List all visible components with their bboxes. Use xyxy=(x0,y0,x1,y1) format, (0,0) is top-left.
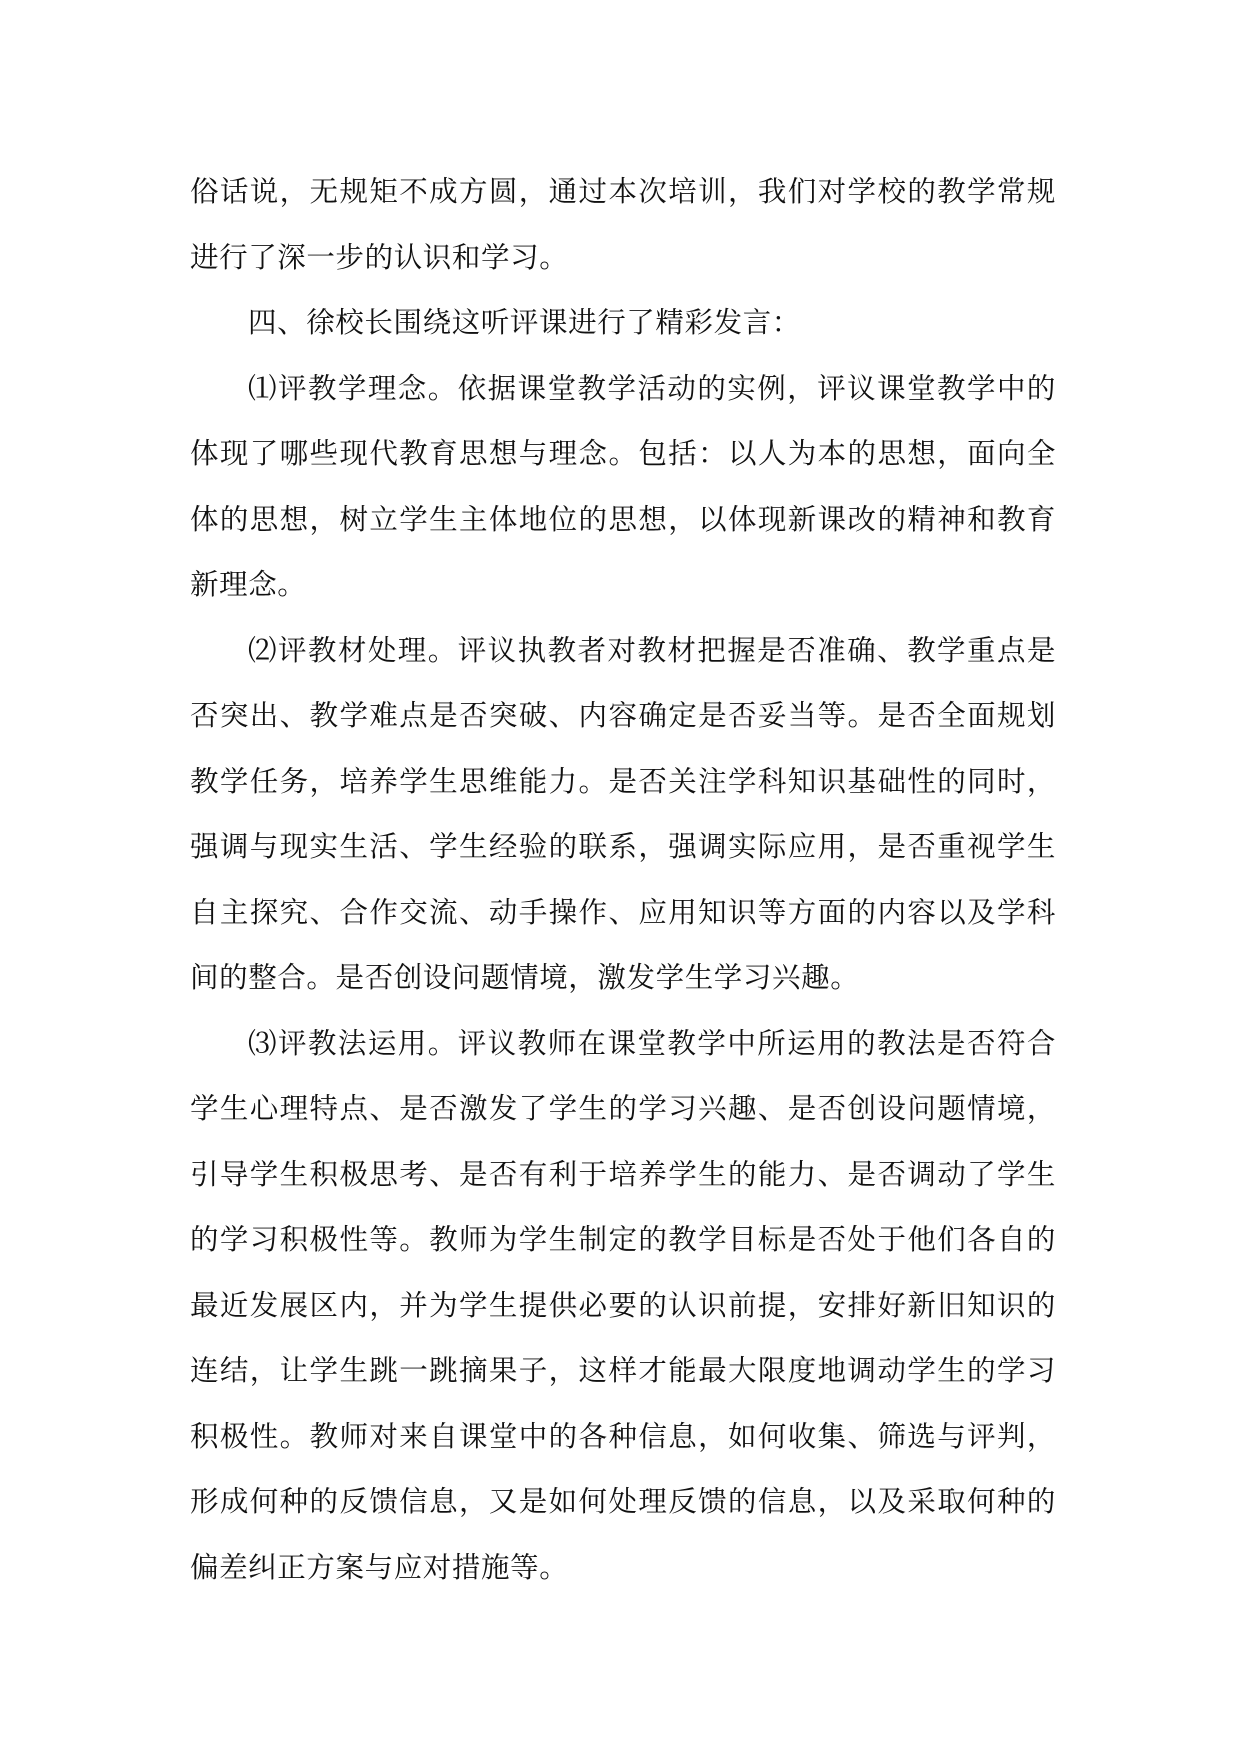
paragraph-intro: 俗话说，无规矩不成方圆，通过本次培训，我们对学校的教学常规进行了深一步的认识和学习。 xyxy=(190,175,1056,274)
paragraph-section-four: 四、徐校长围绕这听评课进行了精彩发言： xyxy=(248,306,801,339)
paragraph-item-1: ⑴评教学理念。依据课堂教学活动的实例，评议课堂教学中的体现了哪些现代教育思想与理念。包括：以人为本的思想，面向全体的思想，树立学生主体地位的思想，以体现新课改的精神和教育新理念。 xyxy=(190,371,1056,601)
document-page xyxy=(190,159,1056,1600)
paragraph-item-3: ⑶评教法运用。评议教师在课堂教学中所运用的教法是否符合学生心理特点、是否激发了学生的学习兴趣、是否创设问题情境，引导学生积极思考、是否有利于培养学生的能力、是否调动了学生的学习积极性等。教师为学生制定的教学目标是否处于他们各自的最近发展区内，并为学生提供必要的认识前提，安排好新旧知识的连结，让学生跳一跳摘果子，这样才能最大限度地调动学生的学习积极性。教师对来自课堂中的各种信息，如何收集、筛选与评判，形成何种的反馈信息，又是如何处理反馈的信息，以及采取何种的偏差纠正方案与应对措施等。 xyxy=(190,1026,1056,1584)
paragraph-item-2: ⑵评教材处理。评议执教者对教材把握是否准确、教学重点是否突出、教学难点是否突破、内容确定是否妥当等。是否全面规划教学任务，培养学生思维能力。是否关注学科知识基础性的同时，强调与现实生活、学生经验的联系，强调实际应用，是否重视学生自主探究、合作交流、动手操作、应用知识等方面的内容以及学科间的整合。是否创设问题情境，激发学生学习兴趣。 xyxy=(190,633,1056,994)
